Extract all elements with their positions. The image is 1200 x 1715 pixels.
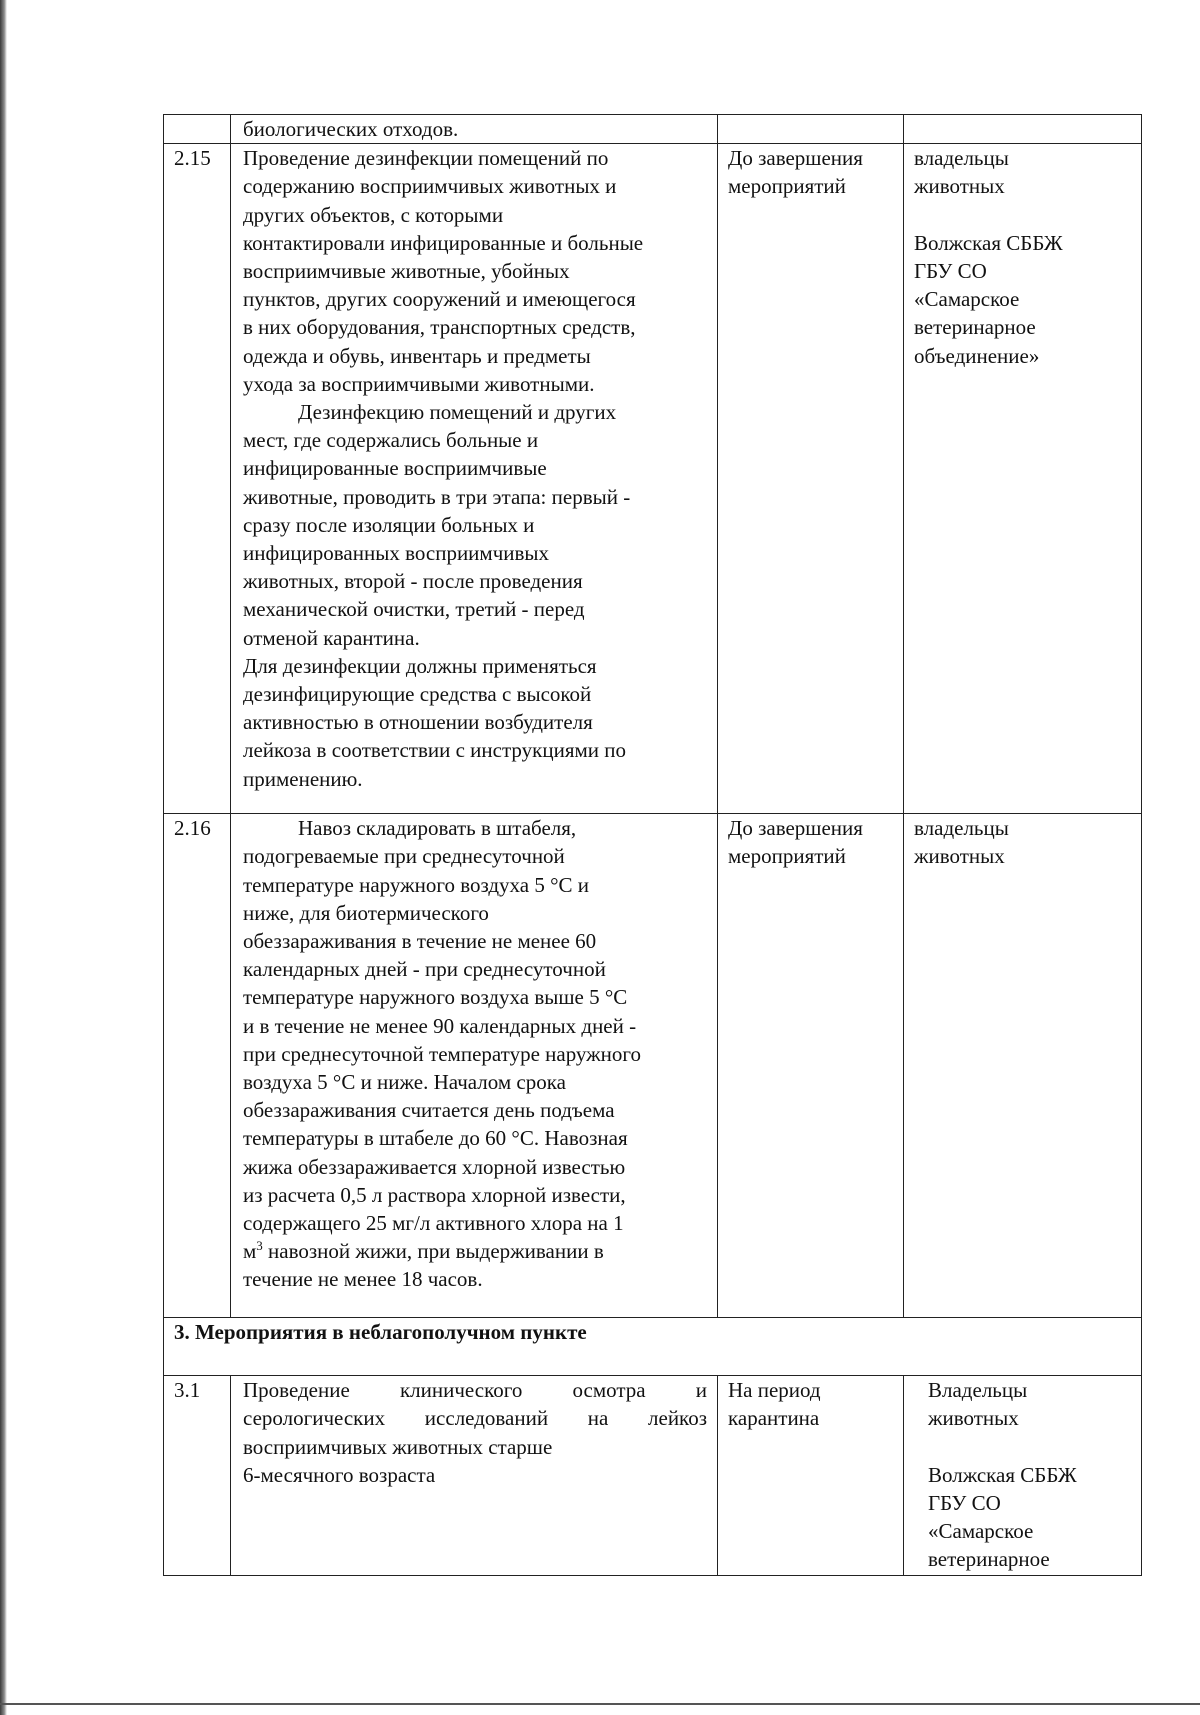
deadline-cell [718,814,904,1318]
text-line: Дезинфекцию помещений и других [298,400,617,425]
text-line: жижа обеззараживается хлорной известью [243,1154,626,1179]
measure-text-cell [231,814,718,1318]
text-line: содержащего 25 мг/л активного хлора на 1 [243,1211,624,1236]
responsible-line: животных [914,844,1005,869]
responsible-line: «Самарское [928,1519,1034,1544]
text-line: отменой карантина. [243,625,420,650]
text-line: в них оборудования, транспортных средств, [243,315,636,340]
responsible-line: ветеринарное [928,1547,1050,1572]
text-line: контактировали инфицированные и больные [243,230,644,255]
responsible-line: животных [914,174,1005,199]
text-line: Проведение дезинфекции помещений по [243,146,609,171]
text-line: из расчета 0,5 л раствора хлорной извести, [243,1182,626,1207]
text-line: ухода за восприимчивыми животными. [243,371,595,396]
text-line: содержанию восприимчивых животных и [243,174,617,199]
scan-bottom-edge [0,1703,1200,1705]
text-line: активностью в отношении возбудителя [243,710,593,735]
text-line: биологических отходов. [243,117,459,141]
responsible-line: ГБУ СО [928,1491,1001,1515]
measure-text-cell [231,144,718,814]
text-line: животных, второй - после проведения [243,569,583,594]
text-line: пунктов, других сооружений и имеющегося [243,287,636,312]
text-line: животные, проводить в три этапа: первый - [243,484,631,509]
text-after-unit: навозной жижи, при выдерживании в [262,1239,604,1264]
unit-m: м [243,1239,257,1264]
text-line: обеззараживания в течение не менее 60 [243,929,597,954]
responsible-line: объединение» [914,343,1040,368]
table-row-2-16 [164,814,1142,1318]
text-line: лейкоза в соответствии с инструкциями по [243,738,626,763]
responsible-line: Волжская СББЖ [928,1462,1077,1487]
row-number-cell [164,115,231,144]
deadline-cell [718,144,904,814]
text-line: применению. [243,766,363,791]
text-line: календарных дней - при среднесуточной [243,957,606,982]
responsible-cell [904,115,1142,144]
deadline-cell [718,115,904,144]
responsible-line: ГБУ СО [914,259,987,283]
text-line: течение не менее 18 часов. [243,1267,483,1292]
row-number: 2.16 [174,816,211,841]
deadline-line: мероприятий [728,174,846,199]
deadline-line: До завершения [728,146,863,171]
deadline-line: На период [728,1378,821,1403]
text-line: и в течение не менее 90 календарных дней - [243,1013,637,1038]
row-number-cell [164,814,231,1318]
row-number: 3.1 [174,1378,201,1403]
responsible-line: животных [928,1406,1019,1431]
responsible-line: «Самарское [914,287,1020,312]
table-row-2-15 [164,144,1142,814]
responsible-cell [904,144,1142,814]
text-line: температуре наружного воздуха выше 5 °С [243,985,628,1010]
responsible-cell [904,1376,1142,1576]
row-number: 2.15 [174,146,211,171]
text-line: серологических исследований на лейкоз [243,1406,707,1431]
table-row-continuation [164,115,1142,144]
text-line: Для дезинфекции должны применяться [243,653,597,678]
deadline-cell [718,1376,904,1576]
text-line: сразу после изоляции больных и [243,512,535,537]
responsible-line: владельцы [914,816,1009,841]
row-number-cell [164,1376,231,1576]
responsible-line: Владельцы [928,1378,1028,1403]
text-line: дезинфицирующие средства с высокой [243,682,592,707]
text-line-unit [243,1237,707,1265]
text-line: подогреваемые при среднесуточной [243,844,565,869]
text-line: восприимчивые животные, убойных [243,259,570,284]
text-line: температуре наружного воздуха 5 °С и [243,872,589,897]
text-line: механической очистки, третий - перед [243,597,585,622]
responsible-line: Волжская СББЖ [914,230,1063,255]
text-line: других объектов, с которыми [243,202,504,227]
section-title: 3. Мероприятия в неблагополучном пункте [164,1318,1142,1376]
measure-text-cell [231,1376,718,1576]
responsible-gap [914,201,1131,229]
text-line: инфицированных восприимчивых [243,541,550,566]
responsible-cell [904,814,1142,1318]
table-row-3-1 [164,1376,1142,1576]
text-line: воздуха 5 °С и ниже. Началом срока [243,1070,566,1095]
responsible-line: владельцы [914,146,1009,171]
text-line: 6-месячного возраста [243,1462,436,1487]
row-number-cell [164,144,231,814]
text-line: мест, где содержались больные и [243,428,539,453]
text-line: ниже, для биотермического [243,900,489,925]
text-line: при среднесуточной температуре наружного [243,1041,641,1066]
text-line: инфицированные восприимчивые [243,456,547,481]
text-line: Навоз складировать в штабеля, [298,816,577,841]
deadline-line: До завершения [728,816,863,841]
text-line: одежда и обувь, инвентарь и предметы [243,343,591,368]
responsible-line: ветеринарное [914,315,1036,340]
deadline-line: мероприятий [728,844,846,869]
responsible-gap [928,1433,1131,1461]
measures-table [163,114,1142,1576]
unit-superscript: 3 [256,1238,263,1254]
text-line: температуры в штабеле до 60 °С. Навозная [243,1126,628,1151]
deadline-line: карантина [728,1406,820,1431]
text-line: обеззараживания считается день подъема [243,1098,615,1123]
text-line: Проведение клинического осмотра и [243,1378,707,1403]
text-line: восприимчивых животных старше [243,1434,553,1459]
scan-left-edge [0,0,7,1715]
section-header-row [164,1318,1142,1376]
measure-text-cell [231,115,718,144]
